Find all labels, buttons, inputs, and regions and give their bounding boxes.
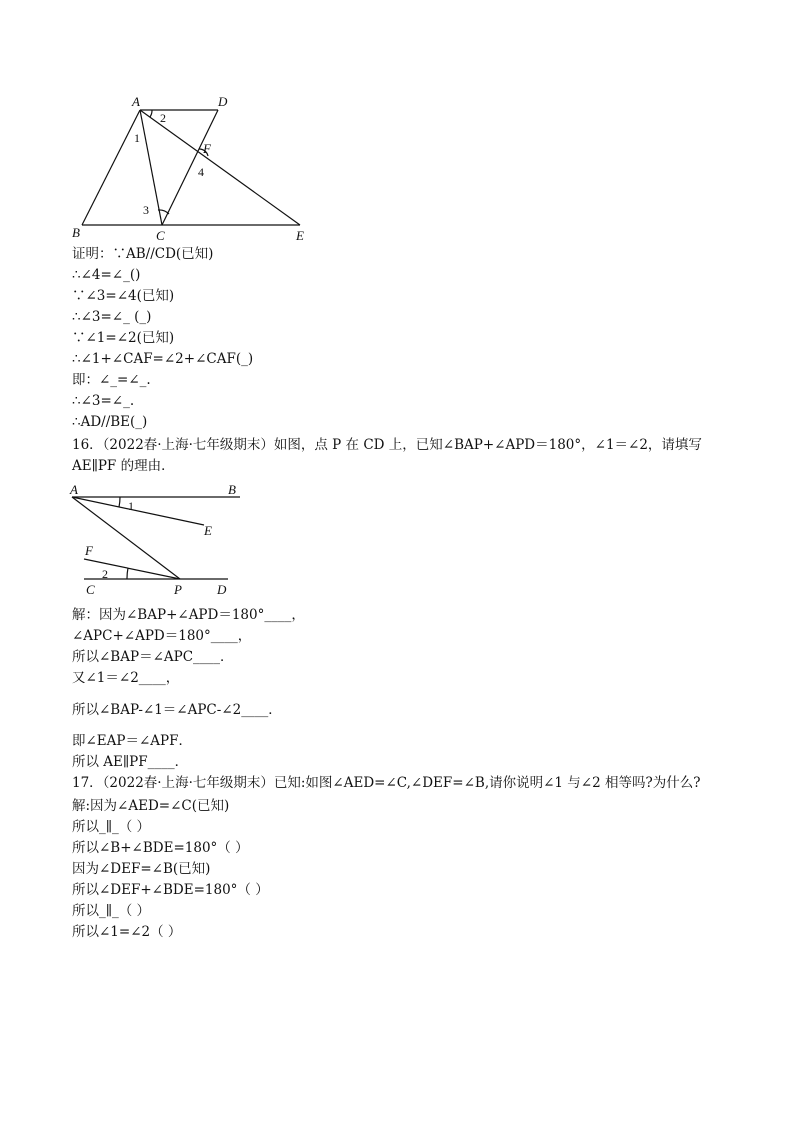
label-angle-1: 1: [128, 499, 134, 513]
label-f: F: [203, 141, 211, 156]
ray-ae: [72, 497, 204, 525]
q17-stem: 17．（2022春·上海·七年级期末）已知:如图∠AED=∠C,∠DEF=∠B,请你说明∠1 与∠2 相等吗?为什么?: [72, 775, 701, 791]
proof15-line-3: ∵∠3=∠4(已知): [72, 288, 175, 304]
proof15-line-5: ∵∠1=∠2(已知): [72, 330, 175, 346]
angle-1-arc: [119, 497, 120, 507]
q17-line-4: 因为∠DEF=∠B(已知): [72, 861, 211, 877]
proof15-line-8: ∴∠3=∠_.: [72, 393, 135, 409]
q16-line-1: 解：因为∠BAP+∠APD＝180°____，: [72, 607, 305, 623]
angle-2-arc: [127, 568, 128, 579]
ray-pf: [84, 559, 180, 579]
label-angle-4: 4: [198, 165, 204, 179]
segment-dc: [162, 110, 218, 225]
q16-line-4: 又∠1＝∠2____，: [72, 670, 180, 686]
q17-line-2: 所以_∥_（ ）: [72, 819, 151, 835]
q16-line-3: 所以∠BAP＝∠APC____．: [72, 649, 234, 665]
q16-stem: 16．（2022春·上海·七年级期末）如图，点 P 在 CD 上，已知∠BAP+∠APD＝180°，∠1＝∠2，请填写 AE∥PF 的理由．: [72, 437, 702, 474]
figure-16-diagram: [70, 480, 250, 600]
angle-2-arc: [150, 110, 152, 117]
q16-line-2: ∠APC+∠APD＝180°____，: [72, 628, 252, 644]
label-angle-1: 1: [134, 131, 140, 145]
label-c: C: [86, 582, 95, 597]
label-e: E: [204, 523, 212, 538]
figure-15-diagram: [70, 92, 330, 242]
label-e: E: [296, 228, 304, 243]
label-b: B: [228, 482, 236, 497]
proof15-line-1: 证明：∵AB//CD(已知): [72, 246, 214, 262]
q16-line-5: 所以∠BAP-∠1＝∠APC-∠2____．: [72, 702, 282, 718]
segment-ap: [72, 497, 180, 579]
segment-ab: [82, 110, 140, 225]
label-b: B: [72, 225, 80, 240]
label-d: D: [217, 582, 227, 597]
proof15-line-2: ∴∠4=∠_(): [72, 267, 141, 283]
label-a: A: [70, 482, 78, 497]
proof15-line-7: 即：∠_=∠_.: [72, 372, 151, 388]
q16-line-7: 所以 AE∥PF____．: [72, 754, 189, 770]
label-c: C: [156, 228, 165, 243]
proof15-line-9: ∴AD//BE(_): [72, 414, 148, 430]
label-angle-2: 2: [160, 111, 166, 125]
q17-line-6: 所以_∥_（ ）: [72, 903, 151, 919]
proof15-line-6: ∴∠1+∠CAF=∠2+∠CAF(_): [72, 351, 254, 367]
q17-line-5: 所以∠DEF+∠BDE=180°（ ）: [72, 882, 269, 898]
label-angle-2: 2: [102, 567, 108, 581]
label-f: F: [85, 543, 93, 558]
q17-line-7: 所以∠1=∠2（ ）: [72, 924, 182, 940]
label-angle-3: 3: [143, 203, 149, 217]
q16-line-6: 即∠EAP＝∠APF．: [72, 733, 193, 749]
q17-line-1: 解:因为∠AED=∠C(已知): [72, 798, 230, 814]
label-a: A: [132, 94, 140, 109]
segment-ae: [140, 110, 300, 225]
label-p: P: [174, 582, 182, 597]
label-d: D: [218, 94, 228, 109]
q17-line-3: 所以∠B+∠BDE=180°（ ）: [72, 840, 249, 856]
proof15-line-4: ∴∠3=∠_ (_): [72, 309, 152, 325]
